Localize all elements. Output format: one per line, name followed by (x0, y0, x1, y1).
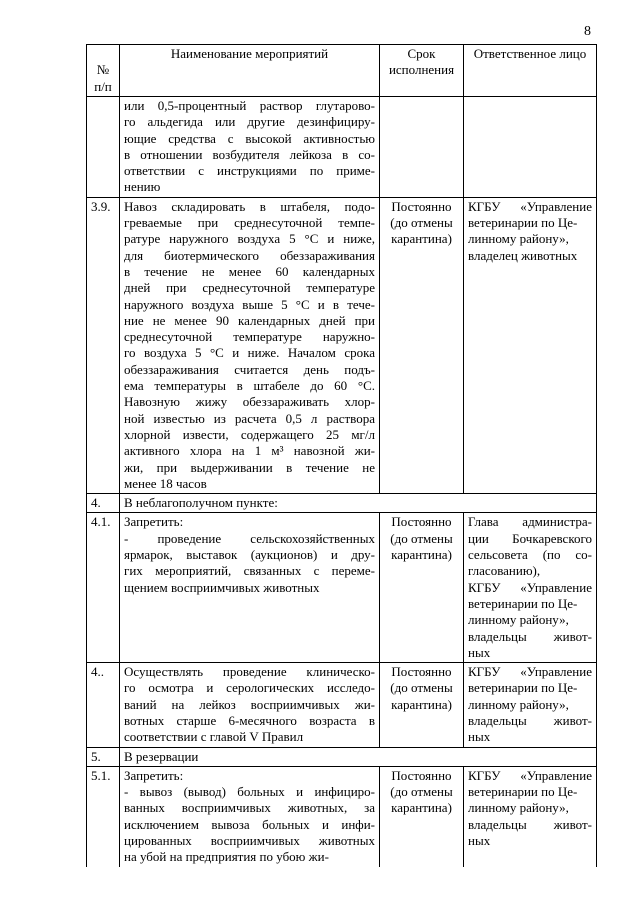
cell-line: линному району», (468, 612, 569, 628)
cell-line: для биотермического обеззараживания (124, 247, 375, 263)
cell-line: карантина) (391, 231, 452, 247)
section-title: В резервации (120, 747, 597, 766)
cell-line: ваний на лейкоз восприимчивых жи- (124, 696, 375, 712)
cell-line: ратуре наружного воздуха 5 °С и ниже, (124, 231, 375, 247)
cell-line: - вывоз (вывод) больных и инфициро- (124, 784, 375, 800)
cell-line: ветеринарии по Це- (468, 595, 578, 611)
table-header-row (87, 45, 597, 97)
cell-line: (до отмены (390, 680, 453, 696)
cell-line: го альдегида или другие дезинфициру- (124, 114, 375, 130)
responsible-cell (464, 663, 597, 747)
row-number: 4.1. (87, 513, 120, 663)
measures-table (86, 44, 597, 867)
table-row (87, 766, 597, 866)
cell-line: или 0,5-процентный раствор глутарово- (124, 98, 375, 113)
header-name: Наименование мероприятий (120, 45, 380, 97)
cell-line: линному району», (468, 800, 569, 816)
cell-line: владельцы живот- (468, 712, 592, 728)
cell-line: ярмарок, выставок (аукционов) и дру- (124, 547, 375, 563)
cell-line: хлорной извести, содержащего 25 мг/л (124, 426, 375, 442)
responsible-cell (464, 766, 597, 866)
cell-line: Глава администра- (468, 514, 592, 530)
cell-line: обеззараживания считается день подъ- (124, 361, 375, 377)
cell-line: владельцы живот- (468, 628, 592, 644)
cell-line: ной известью из расчета 0,5 л раствора (124, 410, 375, 426)
cell-line: (до отмены (390, 784, 453, 800)
measure-name (120, 766, 380, 866)
cell-line: ных (468, 833, 491, 849)
cell-line: наружного воздуха выше 5 °С и в тече- (124, 296, 375, 312)
cell-line: ветеринарии по Це- (468, 784, 578, 800)
cell-line: на убой на предприятия по убою жи- (124, 849, 329, 865)
term-cell (380, 663, 464, 747)
cell-line: ответствии с инструкциями по приме- (124, 163, 375, 179)
cell-line: владельцы живот- (468, 816, 592, 832)
row-number: 3.9. (87, 197, 120, 493)
table-row (87, 663, 597, 747)
cell-line: среднесуточной температуре наружно- (124, 329, 375, 345)
cell-line: ных (468, 644, 491, 660)
cell-line: Постоянно (391, 664, 452, 680)
table-row (87, 494, 597, 513)
row-number: 4. (87, 494, 120, 513)
cell-line: дней при среднесуточной температуре (124, 280, 375, 296)
table-row (87, 197, 597, 493)
page-number: 8 (584, 24, 591, 39)
table-row (87, 513, 597, 663)
cell-line: ных (468, 729, 491, 745)
cell-line: жи, при выдерживании в течение не (124, 459, 375, 475)
table-row (87, 97, 597, 198)
measure-name (120, 513, 380, 663)
cell-line: карантина) (391, 800, 452, 816)
row-number: 5. (87, 747, 120, 766)
measure-name (120, 663, 380, 747)
cell-line: карантина) (391, 547, 452, 563)
cell-line: ванных восприимчивых животных, за (124, 800, 375, 816)
cell-line: Осуществлять проведение клиническо- (124, 664, 375, 680)
cell-line: го воздуха 5 °С и ниже. Началом срока (124, 345, 375, 361)
cell-line: греваемые при среднесуточной темпе- (124, 215, 375, 231)
cell-line: нению (124, 179, 161, 195)
cell-line: ющие средства с высокой активностью (124, 130, 375, 146)
cell-line: - проведение сельскохозяйственных (124, 530, 375, 546)
row-number: 5.1. (87, 766, 120, 866)
responsible-cell (464, 513, 597, 663)
cell-line: Постоянно (391, 198, 452, 214)
cell-line: ветеринарии по Це- (468, 680, 578, 696)
cell-line: (до отмены (390, 215, 453, 231)
cell-line: щением восприимчивых животных (124, 579, 320, 595)
cell-line: цированных восприимчивых животных (124, 833, 375, 849)
responsible-cell (464, 197, 597, 493)
cell-line: сельсовета (по со- (468, 547, 592, 563)
cell-line: КГБУ «Управление (468, 767, 592, 783)
cell-line: КГБУ «Управление (468, 198, 592, 214)
cell-line: Запретить: (124, 767, 184, 783)
cell-line: Запретить: (124, 514, 184, 530)
cell-line: в отношении возбудителя лейкоза в со- (124, 146, 375, 162)
cell-line: гих мероприятий, связанных с переме- (124, 563, 375, 579)
row-number (87, 97, 120, 198)
table-row (87, 747, 597, 766)
cell-line: Постоянно (391, 514, 452, 530)
cell-line: в течение не менее 60 календарных (124, 263, 375, 279)
cell-line: го осмотра и серологических исследо- (124, 680, 375, 696)
header-num: № п/п (87, 45, 120, 97)
cell-line: ции Бочкаревского (468, 530, 592, 546)
cell-line: исключением вывоза больных и инфи- (124, 816, 375, 832)
cell-line: Постоянно (391, 767, 452, 783)
responsible-cell (464, 97, 597, 198)
cell-line: КГБУ «Управление (468, 664, 592, 680)
cell-line: (до отмены (390, 530, 453, 546)
cell-line: вотных старше 6-месячного возраста в (124, 712, 375, 728)
measure-name (120, 97, 380, 198)
cell-line: менее 18 часов (124, 475, 207, 491)
cell-line: гласованию), (468, 563, 541, 579)
header-responsible: Ответственное лицо (464, 45, 597, 97)
cell-line: ветеринарии по Це- (468, 215, 578, 231)
cell-line: соответствии с главой V Правил (124, 729, 304, 745)
cell-line: Навозную жижу обеззараживать хлор- (124, 394, 375, 410)
cell-line: активного хлора на 1 м³ навозной жи- (124, 443, 375, 459)
cell-line: ема температуры в штабеле до 60 °С. (124, 378, 375, 394)
row-number: 4.. (87, 663, 120, 747)
cell-line: линному району», (468, 696, 569, 712)
term-cell (380, 97, 464, 198)
term-cell (380, 197, 464, 493)
term-cell (380, 766, 464, 866)
cell-line: линному району», (468, 231, 569, 247)
cell-line: владелец животных (468, 247, 578, 263)
measure-name (120, 197, 380, 493)
header-term: Срок исполнения (380, 45, 464, 97)
cell-line: КГБУ «Управление (468, 579, 592, 595)
cell-line: Навоз складировать в штабеля, подо- (124, 198, 375, 214)
section-title: В неблагополучном пункте: (120, 494, 597, 513)
cell-line: карантина) (391, 696, 452, 712)
term-cell (380, 513, 464, 663)
cell-line: ние не менее 90 календарных дней при (124, 312, 375, 328)
